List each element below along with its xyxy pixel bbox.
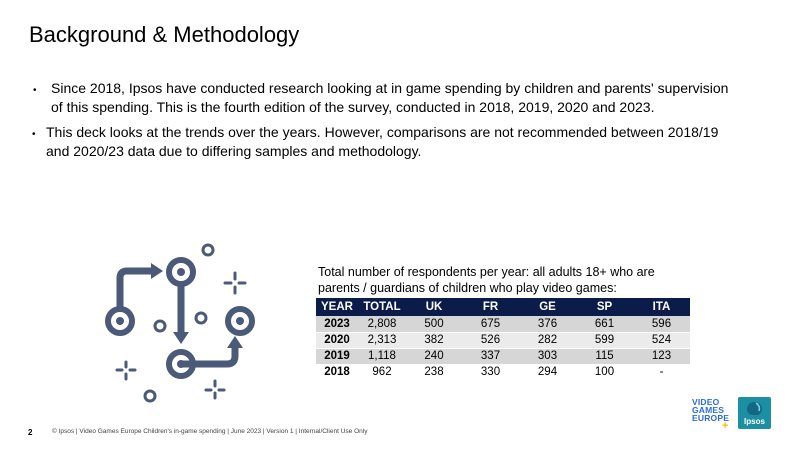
cell-ge: 294 bbox=[519, 364, 576, 380]
header-fr: FR bbox=[462, 298, 519, 316]
bullet-dot: • bbox=[33, 85, 37, 96]
logo-line: EUROPE bbox=[692, 413, 730, 423]
cell-year: 2018 bbox=[316, 364, 358, 380]
table-row bbox=[316, 364, 690, 380]
video-games-europe-logo bbox=[692, 398, 729, 430]
cell-sp: 599 bbox=[576, 332, 633, 348]
ipsos-text: Ipsos bbox=[744, 417, 765, 426]
logo-line: GAMES bbox=[692, 405, 725, 415]
respondents-table bbox=[316, 298, 690, 381]
page-number: 2 bbox=[28, 428, 33, 437]
logo-line: VIDEO bbox=[692, 397, 720, 407]
cell-fr: 526 bbox=[462, 332, 519, 348]
cell-total: 962 bbox=[358, 364, 406, 380]
cell-ita: 123 bbox=[633, 348, 690, 364]
table-row bbox=[316, 332, 690, 348]
header-ita: ITA bbox=[633, 298, 690, 316]
cell-year: 2023 bbox=[316, 316, 358, 332]
cell-total: 1,118 bbox=[358, 348, 406, 364]
bullet-list bbox=[33, 79, 733, 167]
bullet-dot: • bbox=[32, 129, 36, 140]
cell-ge: 303 bbox=[519, 348, 576, 364]
cell-uk: 500 bbox=[406, 316, 462, 332]
cell-uk: 238 bbox=[406, 364, 462, 380]
header-total: TOTAL bbox=[358, 298, 406, 316]
plus-icon: + bbox=[722, 420, 729, 432]
table-row bbox=[316, 348, 690, 364]
process-flow-illustration bbox=[95, 236, 270, 411]
cell-ge: 282 bbox=[519, 332, 576, 348]
cell-fr: 330 bbox=[462, 364, 519, 380]
ipsos-emblem-icon bbox=[738, 399, 771, 419]
page-title: Background & Methodology bbox=[29, 22, 300, 47]
table-caption: Total number of respondents per year: all adults 18+ who are parents / guardians of children who play video games: bbox=[318, 265, 655, 295]
cell-total: 2,808 bbox=[358, 316, 406, 332]
cell-ita: 524 bbox=[633, 332, 690, 348]
header-uk: UK bbox=[406, 298, 462, 316]
cell-sp: 115 bbox=[576, 348, 633, 364]
bullet-text: This deck looks at the trends over the years. However, comparisons are not recommended between 2018/19 and 2020/23 data due to differing samples and methodology. bbox=[46, 124, 719, 159]
cell-fr: 675 bbox=[462, 316, 519, 332]
cell-total: 2,313 bbox=[358, 332, 406, 348]
table-header-row bbox=[316, 298, 690, 316]
cell-uk: 240 bbox=[406, 348, 462, 364]
footer-text: © Ipsos | Video Games Europe Children's in-game spending | June 2023 | Version 1 | Internal/Client Use Only bbox=[52, 428, 368, 435]
cell-fr: 337 bbox=[462, 348, 519, 364]
cell-sp: 100 bbox=[576, 364, 633, 380]
cell-uk: 382 bbox=[406, 332, 462, 348]
cell-ita: - bbox=[633, 364, 690, 380]
cell-sp: 661 bbox=[576, 316, 633, 332]
cell-ge: 376 bbox=[519, 316, 576, 332]
header-year: YEAR bbox=[316, 298, 358, 316]
cell-year: 2020 bbox=[316, 332, 358, 348]
cell-ita: 596 bbox=[633, 316, 690, 332]
bullet-item bbox=[32, 123, 733, 161]
table-row bbox=[316, 316, 690, 332]
ipsos-logo bbox=[738, 397, 771, 429]
header-sp: SP bbox=[576, 298, 633, 316]
cell-year: 2019 bbox=[316, 348, 358, 364]
bullet-text: Since 2018, Ipsos have conducted research looking at in game spending by children and parents' supervision of this spending. This is the fourth edition of the survey, conducted in 2018, 2019, 2020 and 2023. bbox=[51, 80, 729, 115]
header-ge: GE bbox=[519, 298, 576, 316]
bullet-item bbox=[33, 79, 733, 117]
